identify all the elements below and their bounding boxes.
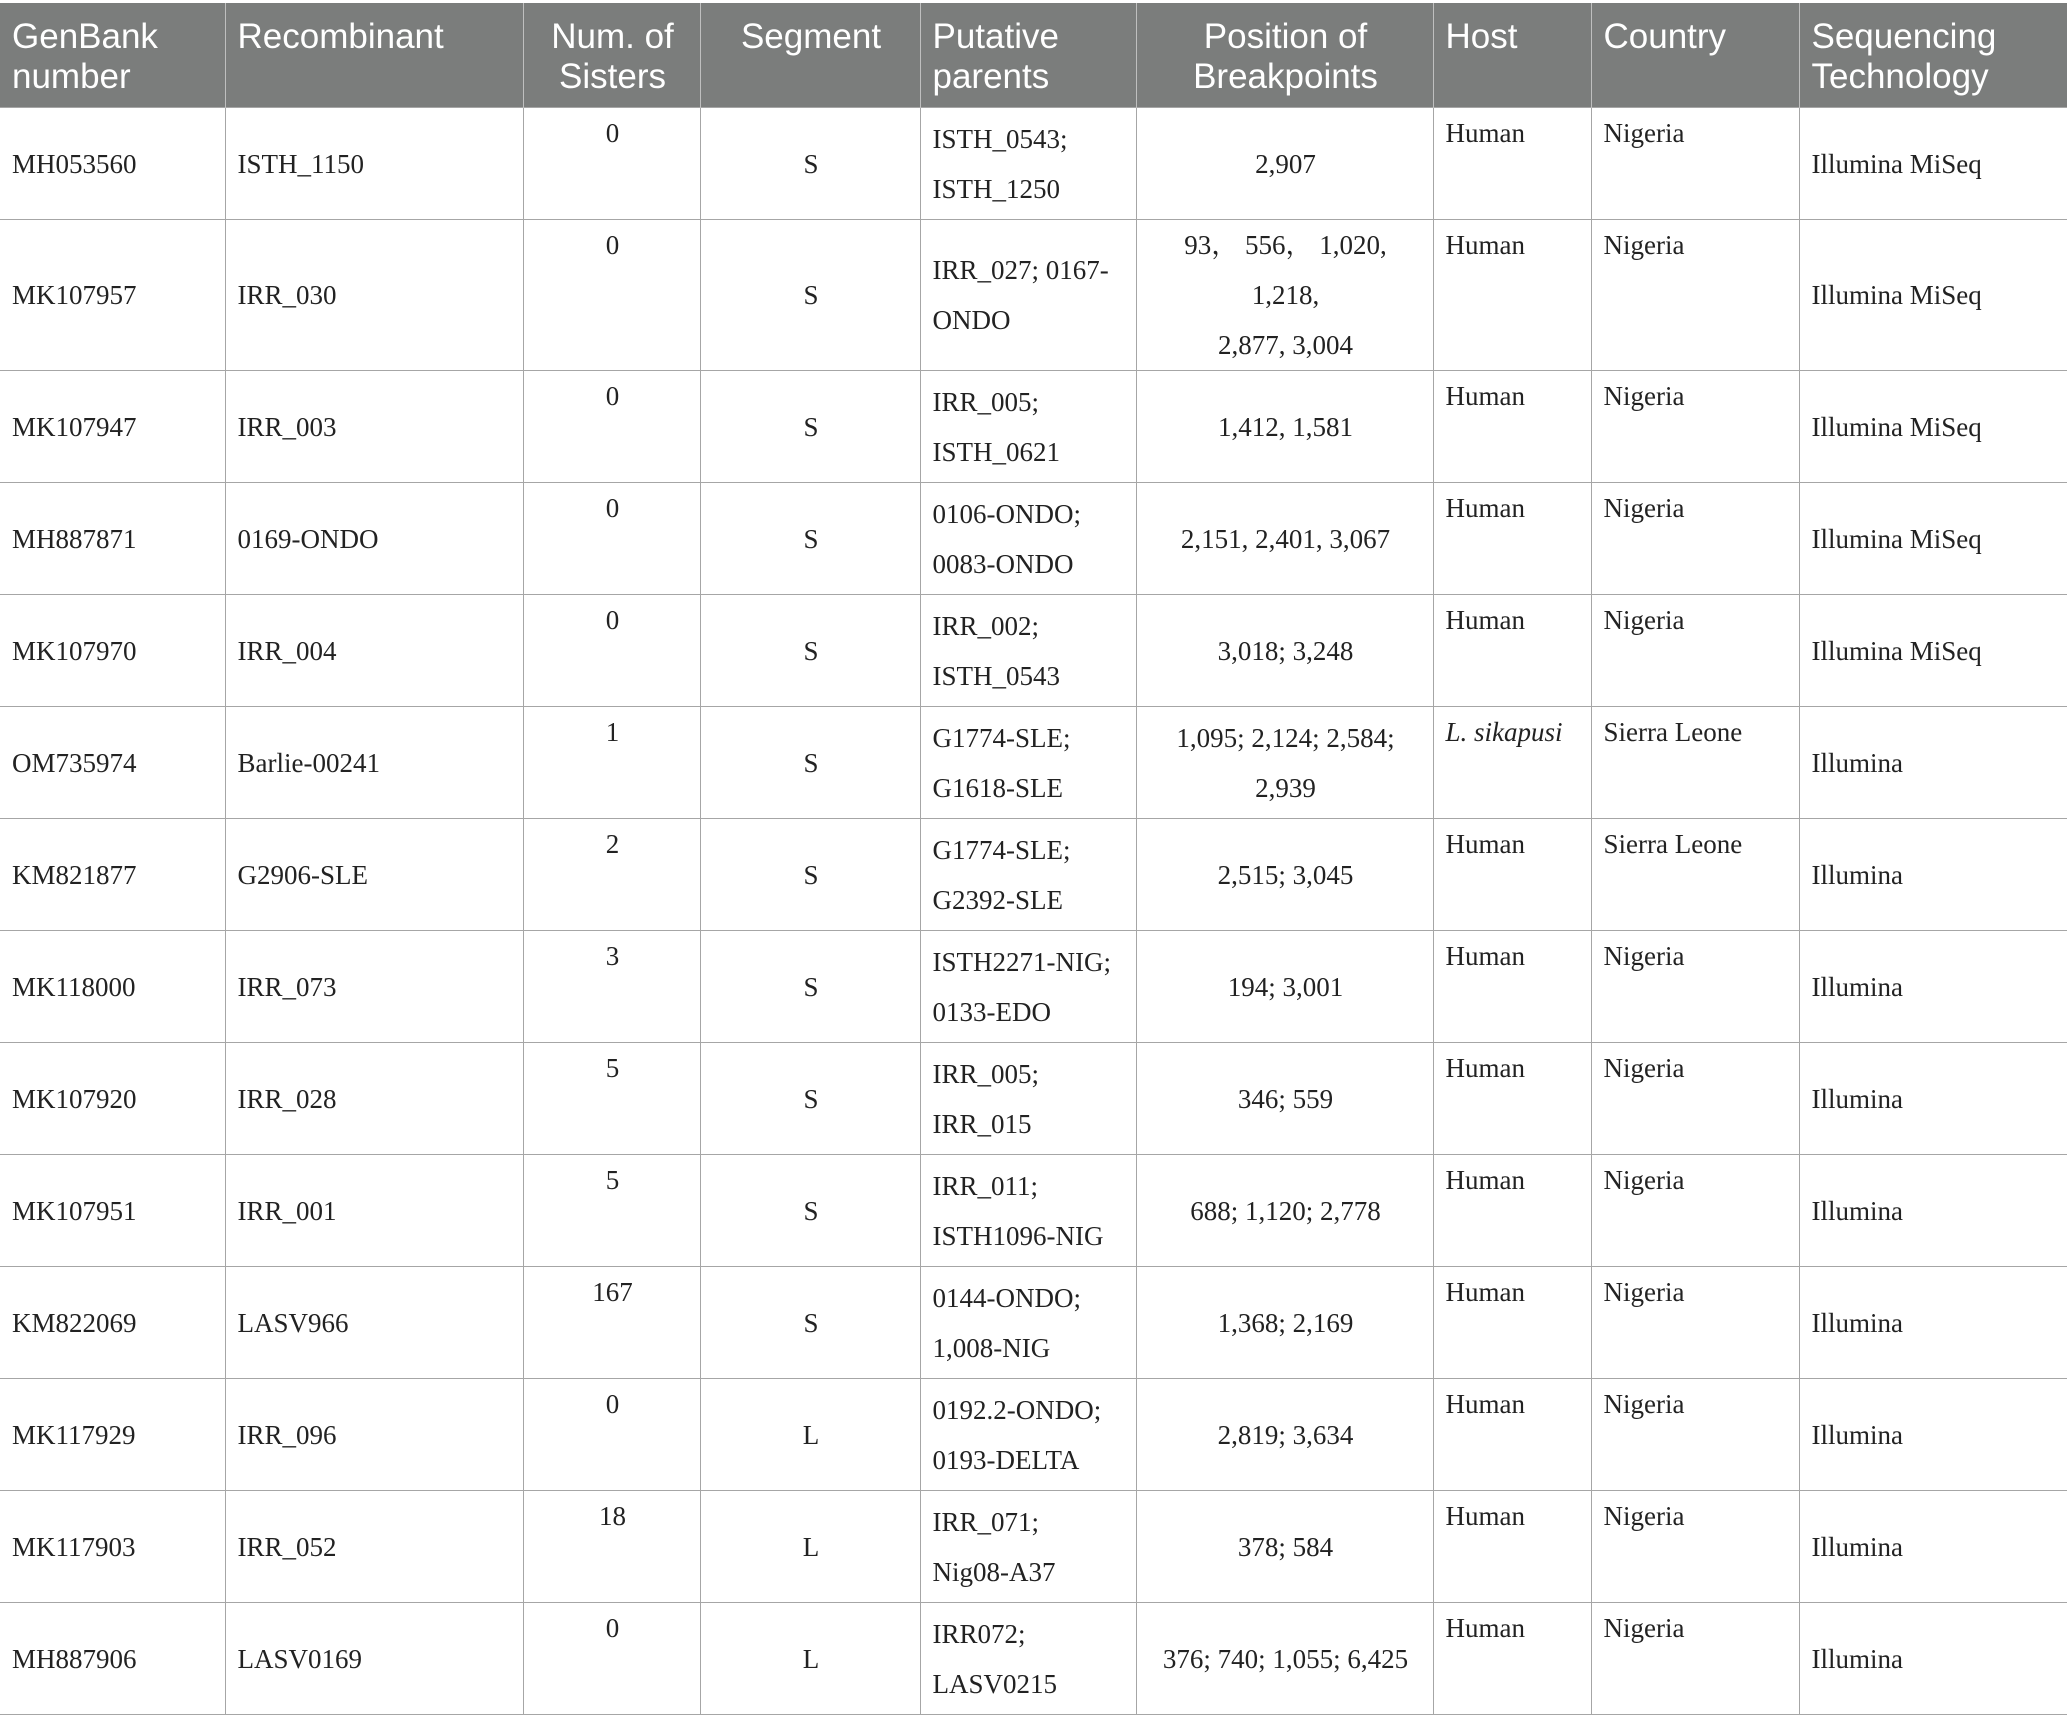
table-row [0,220,2067,371]
cell-host: Human [1433,483,1591,595]
header-country: Country [1591,3,1799,108]
cell-breakpoints [1136,1155,1433,1267]
cell-num-sisters: 0 [523,595,700,707]
cell-genbank: MH053560 [0,108,225,220]
cell-num-sisters: 0 [523,1379,700,1491]
cell-recombinant: IRR_030 [225,220,523,371]
parent-line-1: ISTH2271-NIG; [932,946,1111,977]
parent-line-2: G1618-SLE [932,772,1063,803]
table-row [0,819,2067,931]
cell-putative-parents [920,931,1136,1043]
table-row [0,931,2067,1043]
cell-country: Nigeria [1591,371,1799,483]
parent-line-1: IRR_011; [932,1170,1039,1201]
cell-genbank: MH887871 [0,483,225,595]
table-body [0,108,2067,1715]
cell-host: Human [1433,1379,1591,1491]
table-row [0,1491,2067,1603]
breakpoint-line-2: 2,939 [1255,772,1316,803]
cell-breakpoints [1136,108,1433,220]
cell-recombinant: ISTH_1150 [225,108,523,220]
cell-recombinant: LASV0169 [225,1603,523,1715]
cell-segment: S [700,220,920,371]
cell-genbank: MK117903 [0,1491,225,1603]
cell-segment: S [700,108,920,220]
cell-country: Nigeria [1591,1043,1799,1155]
cell-sequencing: Illumina [1799,819,2067,931]
cell-sequencing: Illumina [1799,1491,2067,1603]
cell-segment: S [700,1043,920,1155]
breakpoint-line-1: 3,018; 3,248 [1217,635,1354,666]
cell-country: Sierra Leone [1591,819,1799,931]
cell-breakpoints [1136,1603,1433,1715]
parent-line-2: ISTH_0621 [932,436,1060,467]
cell-host: Human [1433,931,1591,1043]
cell-num-sisters: 1 [523,707,700,819]
cell-num-sisters: 0 [523,1603,700,1715]
cell-sequencing: Illumina [1799,1155,2067,1267]
cell-num-sisters: 167 [523,1267,700,1379]
cell-segment: S [700,707,920,819]
breakpoint-line-1: 2,151, 2,401, 3,067 [1180,523,1391,554]
cell-recombinant: IRR_096 [225,1379,523,1491]
table-row [0,483,2067,595]
header-sequencing: Sequencing Technology [1799,3,2067,108]
parent-line-2: 0133-EDO [932,996,1051,1027]
cell-host: Human [1433,1043,1591,1155]
cell-recombinant: IRR_073 [225,931,523,1043]
breakpoint-line-2: 2,877, 3,004 [1218,330,1353,360]
parent-line-1: 0106-ONDO; [932,498,1081,529]
cell-segment: S [700,1155,920,1267]
cell-segment: L [700,1491,920,1603]
breakpoint-line-1: 2,819; 3,634 [1217,1419,1354,1450]
table-row [0,707,2067,819]
breakpoint-line-1: 2,907 [1255,148,1316,179]
cell-segment: L [700,1379,920,1491]
cell-host: Human [1433,108,1591,220]
cell-breakpoints [1136,483,1433,595]
parent-line-1: IRR_005; [932,386,1040,417]
breakpoint-line-1: 376; 740; 1,055; 6,425 [1162,1643,1409,1674]
cell-country: Nigeria [1591,931,1799,1043]
cell-sequencing: Illumina [1799,1379,2067,1491]
cell-recombinant: IRR_052 [225,1491,523,1603]
cell-num-sisters: 0 [523,371,700,483]
breakpoint-line-1: 2,515; 3,045 [1217,859,1354,890]
cell-breakpoints [1136,1491,1433,1603]
cell-country: Nigeria [1591,483,1799,595]
parent-line-1: IRR_071; [932,1506,1040,1537]
parent-line-2: Nig08-A37 [932,1556,1056,1587]
breakpoint-line-1: 1,368; 2,169 [1217,1307,1354,1338]
header-recombinant: Recombinant [225,3,523,108]
table-row [0,1267,2067,1379]
cell-recombinant: IRR_001 [225,1155,523,1267]
table-row [0,1155,2067,1267]
cell-country: Nigeria [1591,1155,1799,1267]
parent-line-2: G2392-SLE [932,884,1063,915]
parent-line-1: 0144-ONDO; [932,1282,1081,1313]
cell-breakpoints [1136,595,1433,707]
cell-country: Nigeria [1591,220,1799,371]
cell-num-sisters: 18 [523,1491,700,1603]
cell-putative-parents [920,1267,1136,1379]
cell-recombinant: Barlie-00241 [225,707,523,819]
breakpoint-line-1: 378; 584 [1237,1531,1334,1562]
header-num-sisters: Num. of Sisters [523,3,700,108]
cell-recombinant: G2906-SLE [225,819,523,931]
header-host: Host [1433,3,1591,108]
cell-putative-parents [920,595,1136,707]
cell-recombinant: 0169-ONDO [225,483,523,595]
cell-genbank: MK107951 [0,1155,225,1267]
parent-line-2: LASV0215 [932,1668,1058,1699]
cell-recombinant: IRR_003 [225,371,523,483]
parent-line-1: IRR_002; [932,610,1040,641]
recombinant-table [0,3,2067,1715]
cell-breakpoints [1136,931,1433,1043]
cell-putative-parents [920,371,1136,483]
cell-segment: S [700,931,920,1043]
cell-sequencing: Illumina [1799,1603,2067,1715]
cell-putative-parents [920,483,1136,595]
parent-line-2: 0083-ONDO [932,548,1074,579]
cell-genbank: MK107970 [0,595,225,707]
cell-breakpoints [1136,1043,1433,1155]
header-putative-parents: Putative parents [920,3,1136,108]
header-breakpoints: Position of Breakpoints [1136,3,1433,108]
breakpoint-line-1: 346; 559 [1237,1083,1334,1114]
cell-host: Human [1433,1491,1591,1603]
cell-segment: L [700,1603,920,1715]
cell-country: Nigeria [1591,1491,1799,1603]
cell-putative-parents [920,1603,1136,1715]
table-row [0,1603,2067,1715]
table-row [0,1043,2067,1155]
cell-country: Nigeria [1591,108,1799,220]
cell-putative-parents [920,108,1136,220]
cell-country: Nigeria [1591,1379,1799,1491]
cell-putative-parents [920,1491,1136,1603]
cell-sequencing: Illumina MiSeq [1799,595,2067,707]
cell-putative-parents [920,1043,1136,1155]
cell-host: Human [1433,371,1591,483]
cell-segment: S [700,1267,920,1379]
cell-sequencing: Illumina MiSeq [1799,220,2067,371]
table-row [0,595,2067,707]
cell-num-sisters: 5 [523,1155,700,1267]
cell-country: Nigeria [1591,595,1799,707]
cell-genbank: MK107920 [0,1043,225,1155]
cell-genbank: KM821877 [0,819,225,931]
header-row [0,3,2067,108]
parent-line-1: ISTH_0543; [932,123,1068,154]
table-row [0,1379,2067,1491]
cell-sequencing: Illumina MiSeq [1799,483,2067,595]
cell-country: Sierra Leone [1591,707,1799,819]
cell-num-sisters: 0 [523,483,700,595]
cell-breakpoints [1136,1267,1433,1379]
parent-line-2: 1,008-NIG [932,1332,1051,1363]
cell-putative-parents [920,220,1136,371]
table-row [0,371,2067,483]
cell-sequencing: Illumina [1799,931,2067,1043]
parent-line-2: ISTH_0543 [932,660,1060,691]
cell-host: Human [1433,220,1591,371]
cell-genbank: MK118000 [0,931,225,1043]
cell-genbank: MK117929 [0,1379,225,1491]
cell-host: Human [1433,819,1591,931]
cell-num-sisters: 2 [523,819,700,931]
cell-putative-parents [920,707,1136,819]
cell-num-sisters: 0 [523,220,700,371]
cell-sequencing: Illumina MiSeq [1799,371,2067,483]
breakpoint-line-1: 93， 556， 1,020, 1,218, [1184,230,1387,310]
cell-host: Human [1433,1267,1591,1379]
cell-segment: S [700,371,920,483]
breakpoint-line-1: 1,412, 1,581 [1218,411,1353,442]
cell-recombinant: IRR_028 [225,1043,523,1155]
breakpoint-line-1: 688; 1,120; 2,778 [1190,1195,1381,1226]
cell-genbank: KM822069 [0,1267,225,1379]
cell-num-sisters: 0 [523,108,700,220]
parent-line-2: ISTH_1250 [932,173,1060,204]
parent-line-2: ISTH1096-NIG [932,1220,1104,1251]
cell-breakpoints [1136,819,1433,931]
cell-segment: S [700,819,920,931]
cell-segment: S [700,483,920,595]
parent-line-1: IRR_027; 0167- [932,255,1109,285]
cell-breakpoints [1136,371,1433,483]
cell-genbank: MH887906 [0,1603,225,1715]
cell-host: Human [1433,1603,1591,1715]
cell-breakpoints [1136,220,1433,371]
cell-num-sisters: 5 [523,1043,700,1155]
cell-sequencing: Illumina [1799,707,2067,819]
cell-sequencing: Illumina [1799,1043,2067,1155]
cell-country: Nigeria [1591,1603,1799,1715]
breakpoint-line-1: 194; 3,001 [1227,971,1344,1002]
header-segment: Segment [700,3,920,108]
cell-putative-parents [920,1155,1136,1267]
cell-segment: S [700,595,920,707]
cell-putative-parents [920,819,1136,931]
parent-line-1: IRR_005; [932,1058,1040,1089]
header-genbank: GenBank number [0,3,225,108]
parent-line-2: ONDO [932,305,1011,335]
cell-genbank: OM735974 [0,707,225,819]
table-row [0,108,2067,220]
cell-putative-parents [920,1379,1136,1491]
cell-genbank: MK107957 [0,220,225,371]
parent-line-2: IRR_015 [932,1108,1032,1139]
cell-sequencing: Illumina [1799,1267,2067,1379]
cell-recombinant: LASV966 [225,1267,523,1379]
cell-recombinant: IRR_004 [225,595,523,707]
cell-breakpoints [1136,1379,1433,1491]
cell-genbank: MK107947 [0,371,225,483]
parent-line-2: 0193-DELTA [932,1444,1080,1475]
parent-line-1: G1774-SLE; [932,834,1071,865]
cell-host: Human [1433,595,1591,707]
parent-line-1: G1774-SLE; [932,722,1071,753]
cell-host: L. sikapusi [1433,707,1591,819]
breakpoint-line-1: 1,095; 2,124; 2,584; [1176,722,1395,753]
cell-country: Nigeria [1591,1267,1799,1379]
parent-line-1: IRR072; [932,1618,1026,1649]
cell-num-sisters: 3 [523,931,700,1043]
parent-line-1: 0192.2-ONDO; [932,1394,1102,1425]
cell-sequencing: Illumina MiSeq [1799,108,2067,220]
cell-host: Human [1433,1155,1591,1267]
cell-breakpoints [1136,707,1433,819]
